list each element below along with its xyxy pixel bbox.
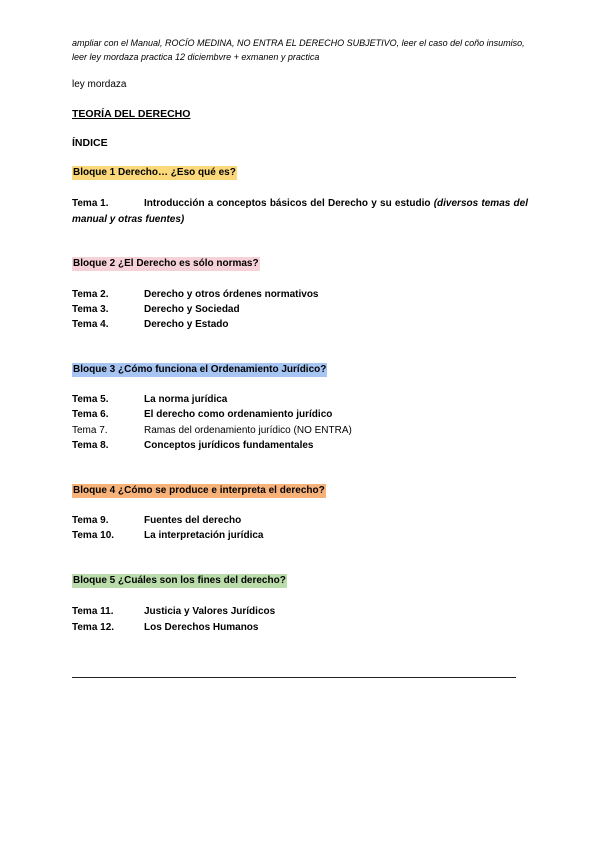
document-page xyxy=(72,36,529,633)
topic-label: Justicia y Valores Jurídicos xyxy=(144,606,276,617)
topic-label: Ramas del ordenamiento jurídico (NO ENTRA) xyxy=(144,425,352,436)
topic-number: Tema 8. xyxy=(72,440,109,451)
topic-row-6 xyxy=(72,408,528,422)
topic-row-12 xyxy=(72,621,528,635)
topic-number: Tema 2. xyxy=(72,289,109,300)
topic-number: Tema 11. xyxy=(72,606,114,617)
tag-line: ley mordaza xyxy=(72,79,127,90)
topic-row-4 xyxy=(72,318,528,332)
topic-row-5 xyxy=(72,393,528,407)
block-1-title: Bloque 1 Derecho… ¿Eso qué es? xyxy=(73,167,236,178)
topic-source-note: (diversos temas del manual y otras fuentes) xyxy=(72,198,529,225)
topic-label: La norma jurídica xyxy=(144,394,228,405)
block-2-title: Bloque 2 ¿El Derecho es sólo normas? xyxy=(73,258,259,269)
topic-label: Introducción a conceptos básicos del Derecho y su estudio xyxy=(144,198,431,209)
topic-number: Tema 12. xyxy=(72,622,115,633)
index-heading: ÍNDICE xyxy=(72,137,108,149)
topic-label: El derecho como ordenamiento jurídico xyxy=(144,409,333,420)
document-title: TEORÍA DEL DERECHO xyxy=(72,108,191,120)
topic-number: Tema 5. xyxy=(72,394,109,405)
topic-label: Fuentes del derecho xyxy=(144,515,242,526)
annotation-note: ampliar con el Manual, ROCÍO MEDINA, NO ENTRA EL DERECHO SUBJETIVO, leer el caso del coño insumiso, leer ley mordaza practica 12 diciembvre + exmanen y practica xyxy=(72,38,525,62)
topic-label: Derecho y otros órdenes normativos xyxy=(144,289,319,300)
topic-number: Tema 10. xyxy=(72,530,115,541)
topic-row-8 xyxy=(72,439,528,453)
horizontal-rule xyxy=(72,677,516,678)
block-5-title: Bloque 5 ¿Cuáles son los fines del derecho? xyxy=(73,575,286,586)
topic-row-3 xyxy=(72,303,528,317)
topic-label: Conceptos jurídicos fundamentales xyxy=(144,440,314,451)
topic-number: Tema 9. xyxy=(72,515,109,526)
topic-row-1 xyxy=(72,196,528,228)
block-3-title: Bloque 3 ¿Cómo funciona el Ordenamiento Jurídico? xyxy=(73,364,327,375)
topic-label: Derecho y Estado xyxy=(144,319,229,330)
topic-number: Tema 4. xyxy=(72,319,109,330)
topic-row-11 xyxy=(72,605,528,619)
topic-row-9 xyxy=(72,514,528,528)
topic-label: Derecho y Sociedad xyxy=(144,304,240,315)
topic-number: Tema 7. xyxy=(72,425,108,436)
topic-row-7 xyxy=(72,424,528,438)
topic-label: Los Derechos Humanos xyxy=(144,622,259,633)
topic-row-2 xyxy=(72,288,528,302)
topic-number: Tema 6. xyxy=(72,409,109,420)
block-4-title: Bloque 4 ¿Cómo se produce e interpreta el derecho? xyxy=(73,485,325,496)
topic-number: Tema 3. xyxy=(72,304,109,315)
topic-label: La interpretación jurídica xyxy=(144,530,264,541)
topic-row-10 xyxy=(72,529,528,543)
topic-number: Tema 1. xyxy=(72,198,109,209)
